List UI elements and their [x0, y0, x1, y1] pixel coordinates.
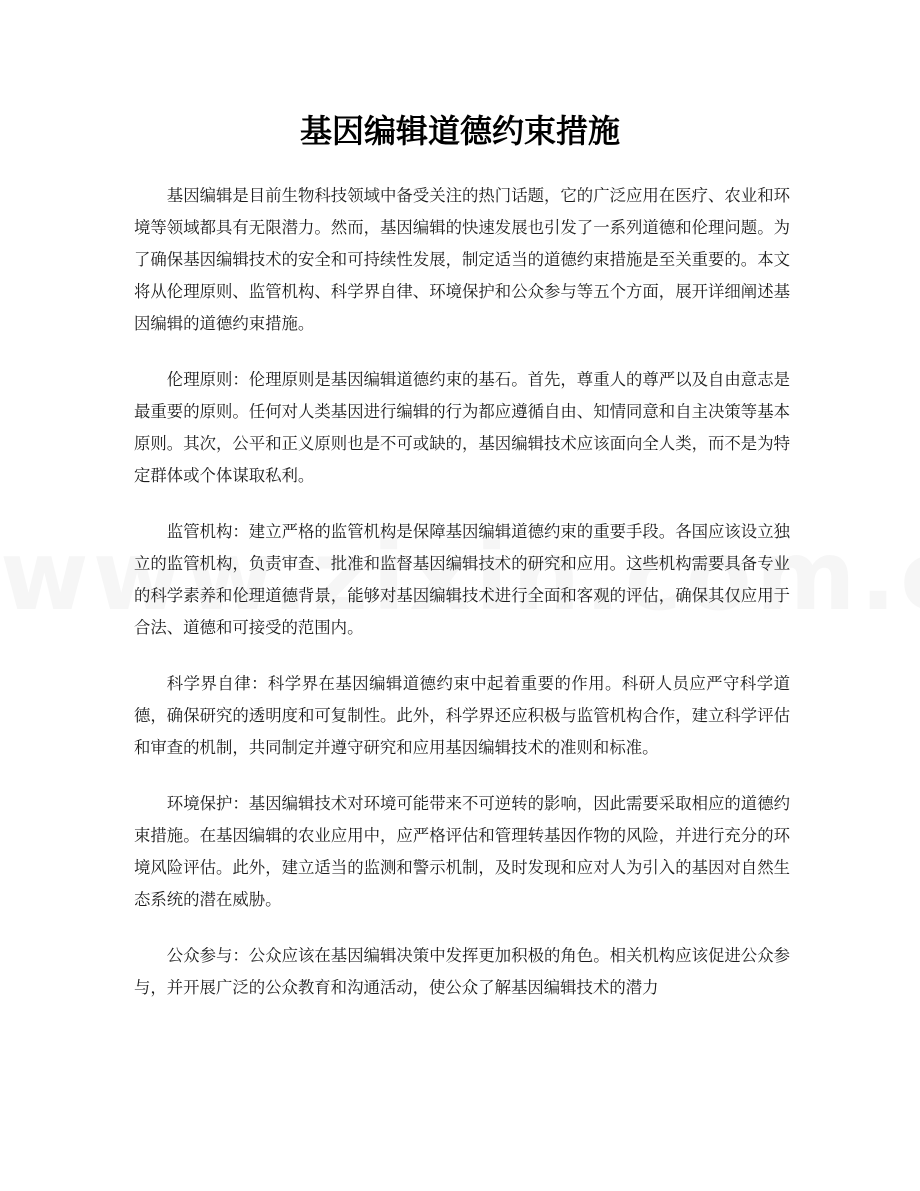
document-body: [134, 180, 790, 1028]
paragraph-intro: 基因编辑是目前生物科技领域中备受关注的热门话题，它的广泛应用在医疗、农业和环境等领域都具有无限潜力。然而，基因编辑的快速发展也引发了一系列道德和伦理问题。为了确保基因编辑技术的安全和可持续性发展，制定适当的道德约束措施是至关重要的。本文将从伦理原则、监管机构、科学界自律、环境保护和公众参与等五个方面，展开详细阐述基因编辑的道德约束措施。: [134, 186, 790, 333]
paragraph-scientific-self-discipline: 科学界自律：科学界在基因编辑道德约束中起着重要的作用。科研人员应严守科学道德，确保研究的透明度和可复制性。此外，科学界还应积极与监管机构合作，建立科学评估和审查的机制，共同制定并遵守研究和应用基因编辑技术的准则和标准。: [134, 674, 790, 757]
page-title: 基因编辑道德约束措施: [299, 112, 620, 150]
paragraph-public-participation: 公众参与：公众应该在基因编辑决策中发挥更加积极的角色。相关机构应该促进公众参与，并开展广泛的公众教育和沟通活动，使公众了解基因编辑技术的潜力: [134, 946, 790, 997]
paragraph-environmental-protection: 环境保护：基因编辑技术对环境可能带来不可逆转的影响，因此需要采取相应的道德约束措施。在基因编辑的农业应用中，应严格评估和管理转基因作物的风险，并进行充分的环境风险评估。此外，建立适当的监测和警示机制，及时发现和应对人为引入的基因对自然生态系统的潜在威胁。: [134, 794, 790, 909]
paragraph-ethical-principles: 伦理原则：伦理原则是基因编辑道德约束的基石。首先，尊重人的尊严以及自由意志是最重要的原则。任何对人类基因进行编辑的行为都应遵循自由、知情同意和自主决策等基本原则。其次，公平和正义原则也是不可或缺的，基因编辑技术应该面向全人类，而不是为特定群体或个体谋取私利。: [134, 370, 790, 485]
paragraph-regulatory-agencies: 监管机构：建立严格的监管机构是保障基因编辑道德约束的重要手段。各国应该设立独立的监管机构，负责审查、批准和监督基因编辑技术的研究和应用。这些机构需要具备专业的科学素养和伦理道德背景，能够对基因编辑技术进行全面和客观的评估，确保其仅应用于合法、道德和可接受的范围内。: [134, 522, 790, 637]
